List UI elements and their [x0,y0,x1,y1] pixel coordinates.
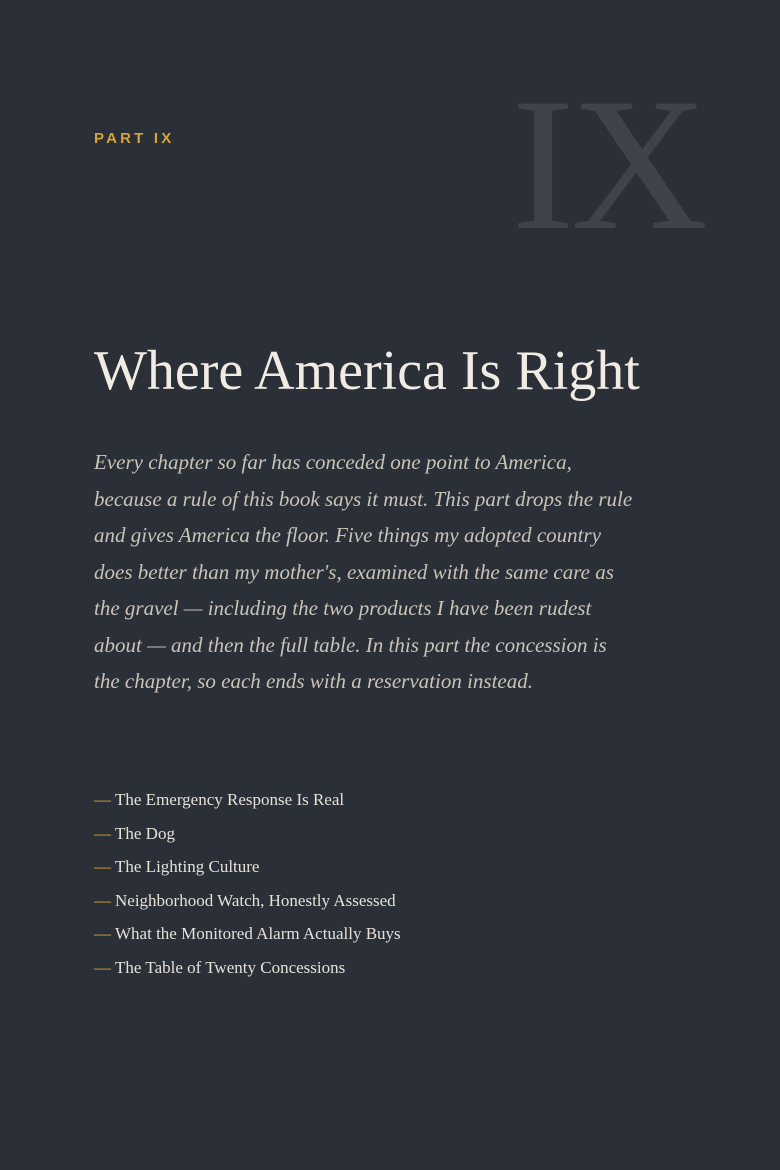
chapter-list-item[interactable] [94,884,401,918]
chapter-title: The Emergency Response Is Real [115,790,345,809]
dash-marker: — [94,957,111,977]
part-intro: Every chapter so far has conceded one point to America, because a rule of this book says it must. This part drops the rule and gives America the floor. Five things my adopted country does better than my mother's, examined with the same care as the gravel — including the two products I have been rudest about — and then the full table. In this part the concession is the chapter, so each ends with a reservation instead. [94,450,633,693]
chapter-list-item[interactable] [94,917,401,951]
part-label: PART IX [94,130,175,147]
chapter-list-item[interactable] [94,951,401,985]
chapter-title: The Lighting Culture [115,857,260,876]
chapter-title: What the Monitored Alarm Actually Buys [115,924,401,943]
chapter-list-item[interactable] [94,817,401,851]
chapter-list-item[interactable] [94,783,401,817]
dash-marker: — [94,857,111,876]
dash-marker: — [94,823,111,843]
chapter-title: Neighborhood Watch, Honestly Assessed [115,890,396,910]
chapter-list [94,783,401,984]
part-numeral: IX [511,60,704,270]
chapter-list-item[interactable] [94,850,401,884]
dash-marker: — [94,924,111,943]
part-title: Where America Is Right [94,340,640,402]
dash-marker: — [94,890,111,910]
chapter-title: The Dog [115,823,175,843]
chapter-title: The Table of Twenty Concessions [115,957,346,977]
dash-marker: — [94,790,111,809]
